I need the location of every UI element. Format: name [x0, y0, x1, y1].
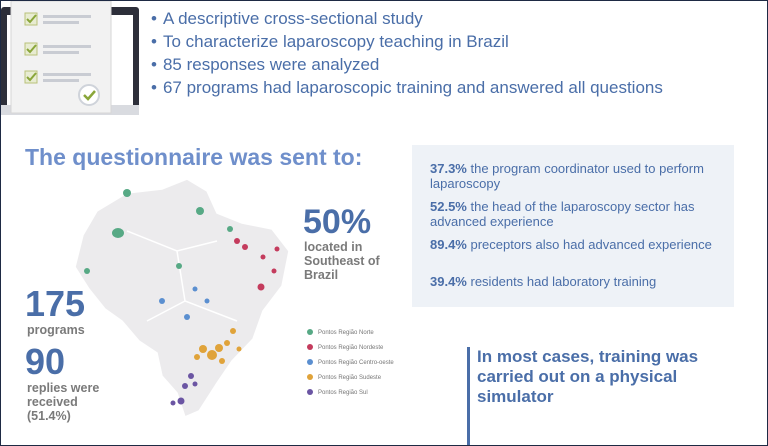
stat-percentage: 89.4%: [430, 237, 467, 252]
legend-item: [307, 374, 394, 389]
programs-count: 175: [25, 283, 86, 324]
stat-item: [430, 274, 726, 289]
legend-item: [307, 329, 394, 344]
stat-item: [430, 237, 726, 252]
southeast-percentage: 50%: [303, 203, 372, 241]
legend-label: Pontos Região Centro-oeste: [318, 360, 394, 366]
legend-label: Pontos Região Nordeste: [318, 345, 384, 351]
southeast-caption: located in Southeast of Brazil: [304, 240, 380, 282]
legend-item: [307, 389, 394, 404]
bullet-item: • A descriptive cross-sectional study: [151, 7, 663, 30]
bullet-item: • 85 responses were analyzed: [151, 53, 663, 76]
conclusion-accent-bar: [467, 347, 470, 445]
legend-dot-icon: [307, 359, 313, 365]
stats-panel: [412, 145, 734, 307]
questionnaire-heading: The questionnaire was sent to:: [25, 144, 363, 170]
legend-dot-icon: [307, 344, 313, 350]
checklist-monitor-icon: [1, 1, 146, 119]
bullet-item: • 67 programs had laparoscopic training and answered all questions: [151, 76, 663, 99]
legend-item: [307, 359, 394, 374]
stat-percentage: 39.4%: [430, 274, 467, 289]
legend-label: Pontos Região Sul: [318, 390, 368, 396]
legend-label: Pontos Região Norte: [318, 330, 374, 336]
legend-dot-icon: [307, 329, 313, 335]
stat-text: residents had laboratory training: [470, 274, 657, 289]
stat-percentage: 37.3%: [430, 161, 467, 176]
stat-text: the program coordinator used to perform laparoscopy: [430, 161, 704, 191]
legend-dot-icon: [307, 389, 313, 395]
replies-count: 90: [25, 341, 66, 382]
legend-label: Pontos Região Sudeste: [318, 375, 382, 381]
stat-item: [430, 199, 726, 229]
map-legend: [307, 329, 394, 404]
conclusion-text: In most cases, training was carried out on a physical simulator: [477, 347, 699, 406]
legend-dot-icon: [307, 374, 313, 380]
replies-caption: replies were received (51.4%): [27, 381, 100, 423]
programs-caption: programs: [27, 323, 85, 337]
stat-percentage: 52.5%: [430, 199, 467, 214]
stat-text: the head of the laparoscopy sector has advanced experience: [430, 199, 695, 229]
stat-item: [430, 161, 726, 191]
study-summary-list: [151, 7, 663, 99]
stat-text: preceptors also had advanced experience: [470, 237, 712, 252]
bullet-item: • To characterize laparoscopy teaching in Brazil: [151, 30, 663, 53]
legend-item: [307, 344, 394, 359]
